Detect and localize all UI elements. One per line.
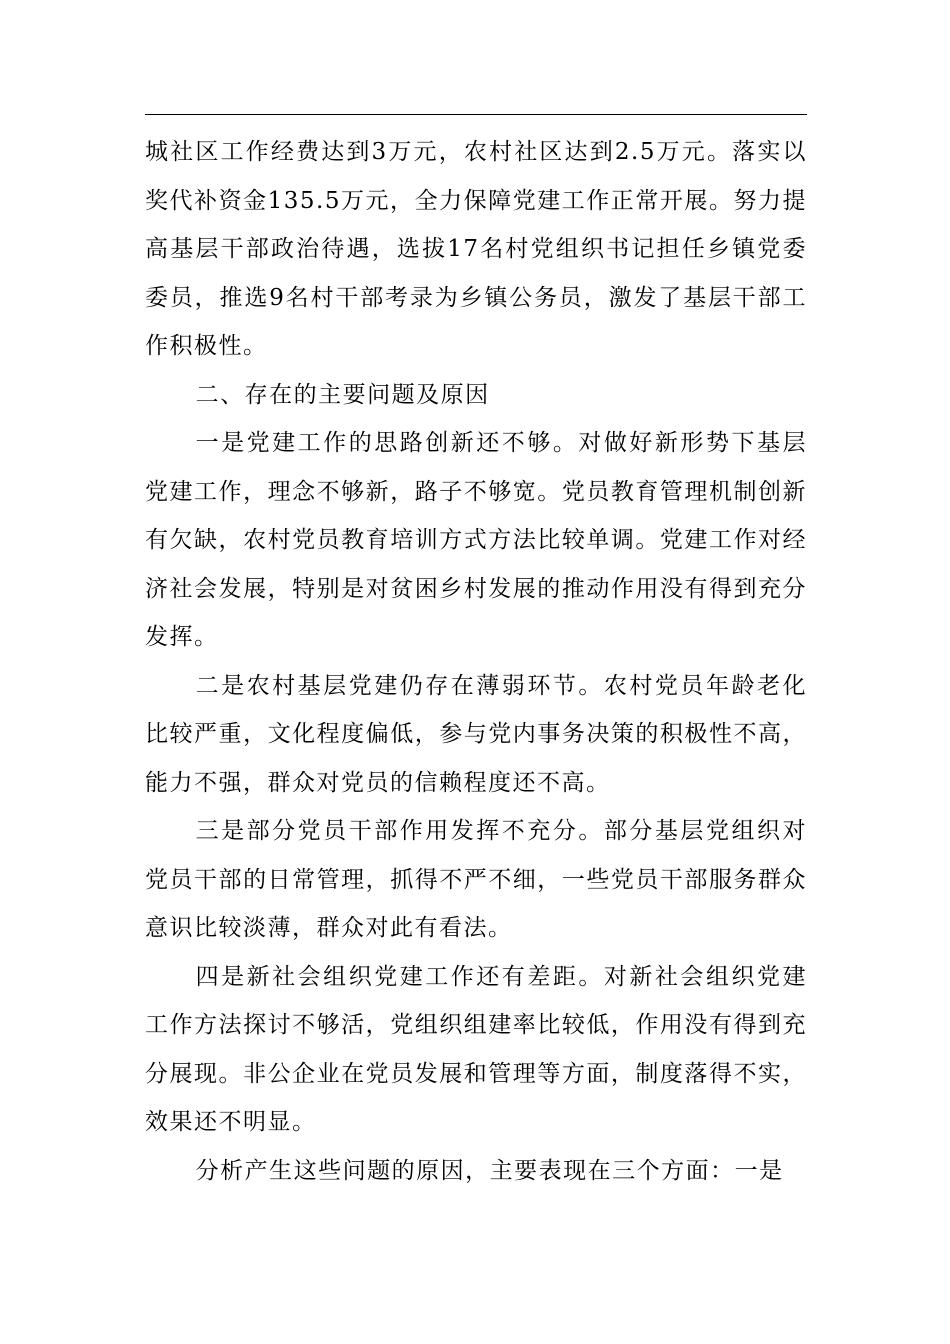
paragraph-continuation: 城社区工作经费达到3万元，农村社区达到2.5万元。落实以奖代补资金135.5万元，全力保障党建工作正常开展。努力提高基层干部政治待遇，选拔17名村党组织书记担任乡镇党委委员，推选9名村干部考录为乡镇公务员，激发了基层干部工作积极性。: [145, 139, 807, 359]
header-rule: [145, 114, 807, 115]
paragraph-problem-2: 二是农村基层党建仍存在薄弱环节。农村党员年龄老化比较严重，文化程度偏低，参与党内事务决策的积极性不高，能力不强，群众对党员的信赖程度还不高。: [145, 672, 807, 796]
paragraph-problem-4: 四是新社会组织党建工作还有差距。对新社会组织党建工作方法探讨不够活，党组织组建率比较低，作用没有得到充分展现。非公企业在党员发展和管理等方面，制度落得不实，效果还不明显。: [145, 963, 807, 1135]
section-heading: 二、存在的主要问题及原因: [195, 381, 490, 408]
paragraph-problem-3: 三是部分党员干部作用发挥不充分。部分基层党组织对党员干部的日常管理，抓得不严不细，一些党员干部服务群众意识比较淡薄，群众对此有看法。: [145, 818, 807, 941]
paragraph-cause-analysis: 分析产生这些问题的原因，主要表现在三个方面：一是: [195, 1157, 784, 1184]
paragraph-problem-1: 一是党建工作的思路创新还不够。对做好新形势下基层党建工作，理念不够新，路子不够宽。党员教育管理机制创新有欠缺，农村党员教育培训方式方法比较单调。党建工作对经济社会发展，特别是对贫困乡村发展的推动作用没有得到充分发挥。: [145, 430, 807, 650]
document-body: [145, 128, 807, 1195]
